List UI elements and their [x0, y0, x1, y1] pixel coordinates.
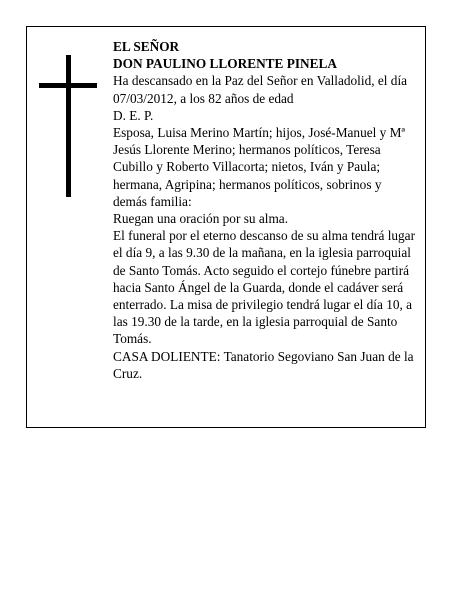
cross-vertical-bar — [66, 55, 71, 197]
death-announcement: Ha descansado en la Paz del Señor en Valladolid, el día 07/03/2012, a los 82 años de edad — [113, 73, 408, 106]
dep-text: D. E. P. — [113, 107, 154, 123]
funeral-details: El funeral por el eterno descanso de su alma tendrá lugar el día 9, a las 9.30 de la mañana, en la iglesia parroquial de Santo Tomás. Acto seguido el cortejo fúnebre partirá hacia Santo Ángel de la Guarda, donde el cadáver será enterrado. La misa de privilegio tendrá lugar el día 10, a las 19.30 de la tarde, en la iglesia parroquial de Santo Tomás. — [113, 228, 416, 347]
notice-body — [113, 38, 418, 382]
notice-title: EL SEÑOR — [113, 39, 180, 54]
prayer-request: Ruegan una oración por su alma. — [113, 211, 289, 227]
family-list: Esposa, Luisa Merino Martín; hijos, José-Manuel y Mª Jesús Llorente Merino; hermanos políticos, Teresa Cubillo y Roberto Villacorta; nietos, Iván y Paula; hermana, Agripina; hermanos políticos, sobrinos y demás familia: — [113, 125, 406, 209]
deceased-name: DON PAULINO LLORENTE PINELA — [113, 56, 337, 72]
cross-horizontal-bar — [39, 83, 97, 88]
cross-icon — [39, 55, 97, 197]
funeral-home: CASA DOLIENTE: Tanatorio Segoviano San Juan de la Cruz. — [113, 348, 414, 381]
obituary-notice — [26, 26, 426, 428]
